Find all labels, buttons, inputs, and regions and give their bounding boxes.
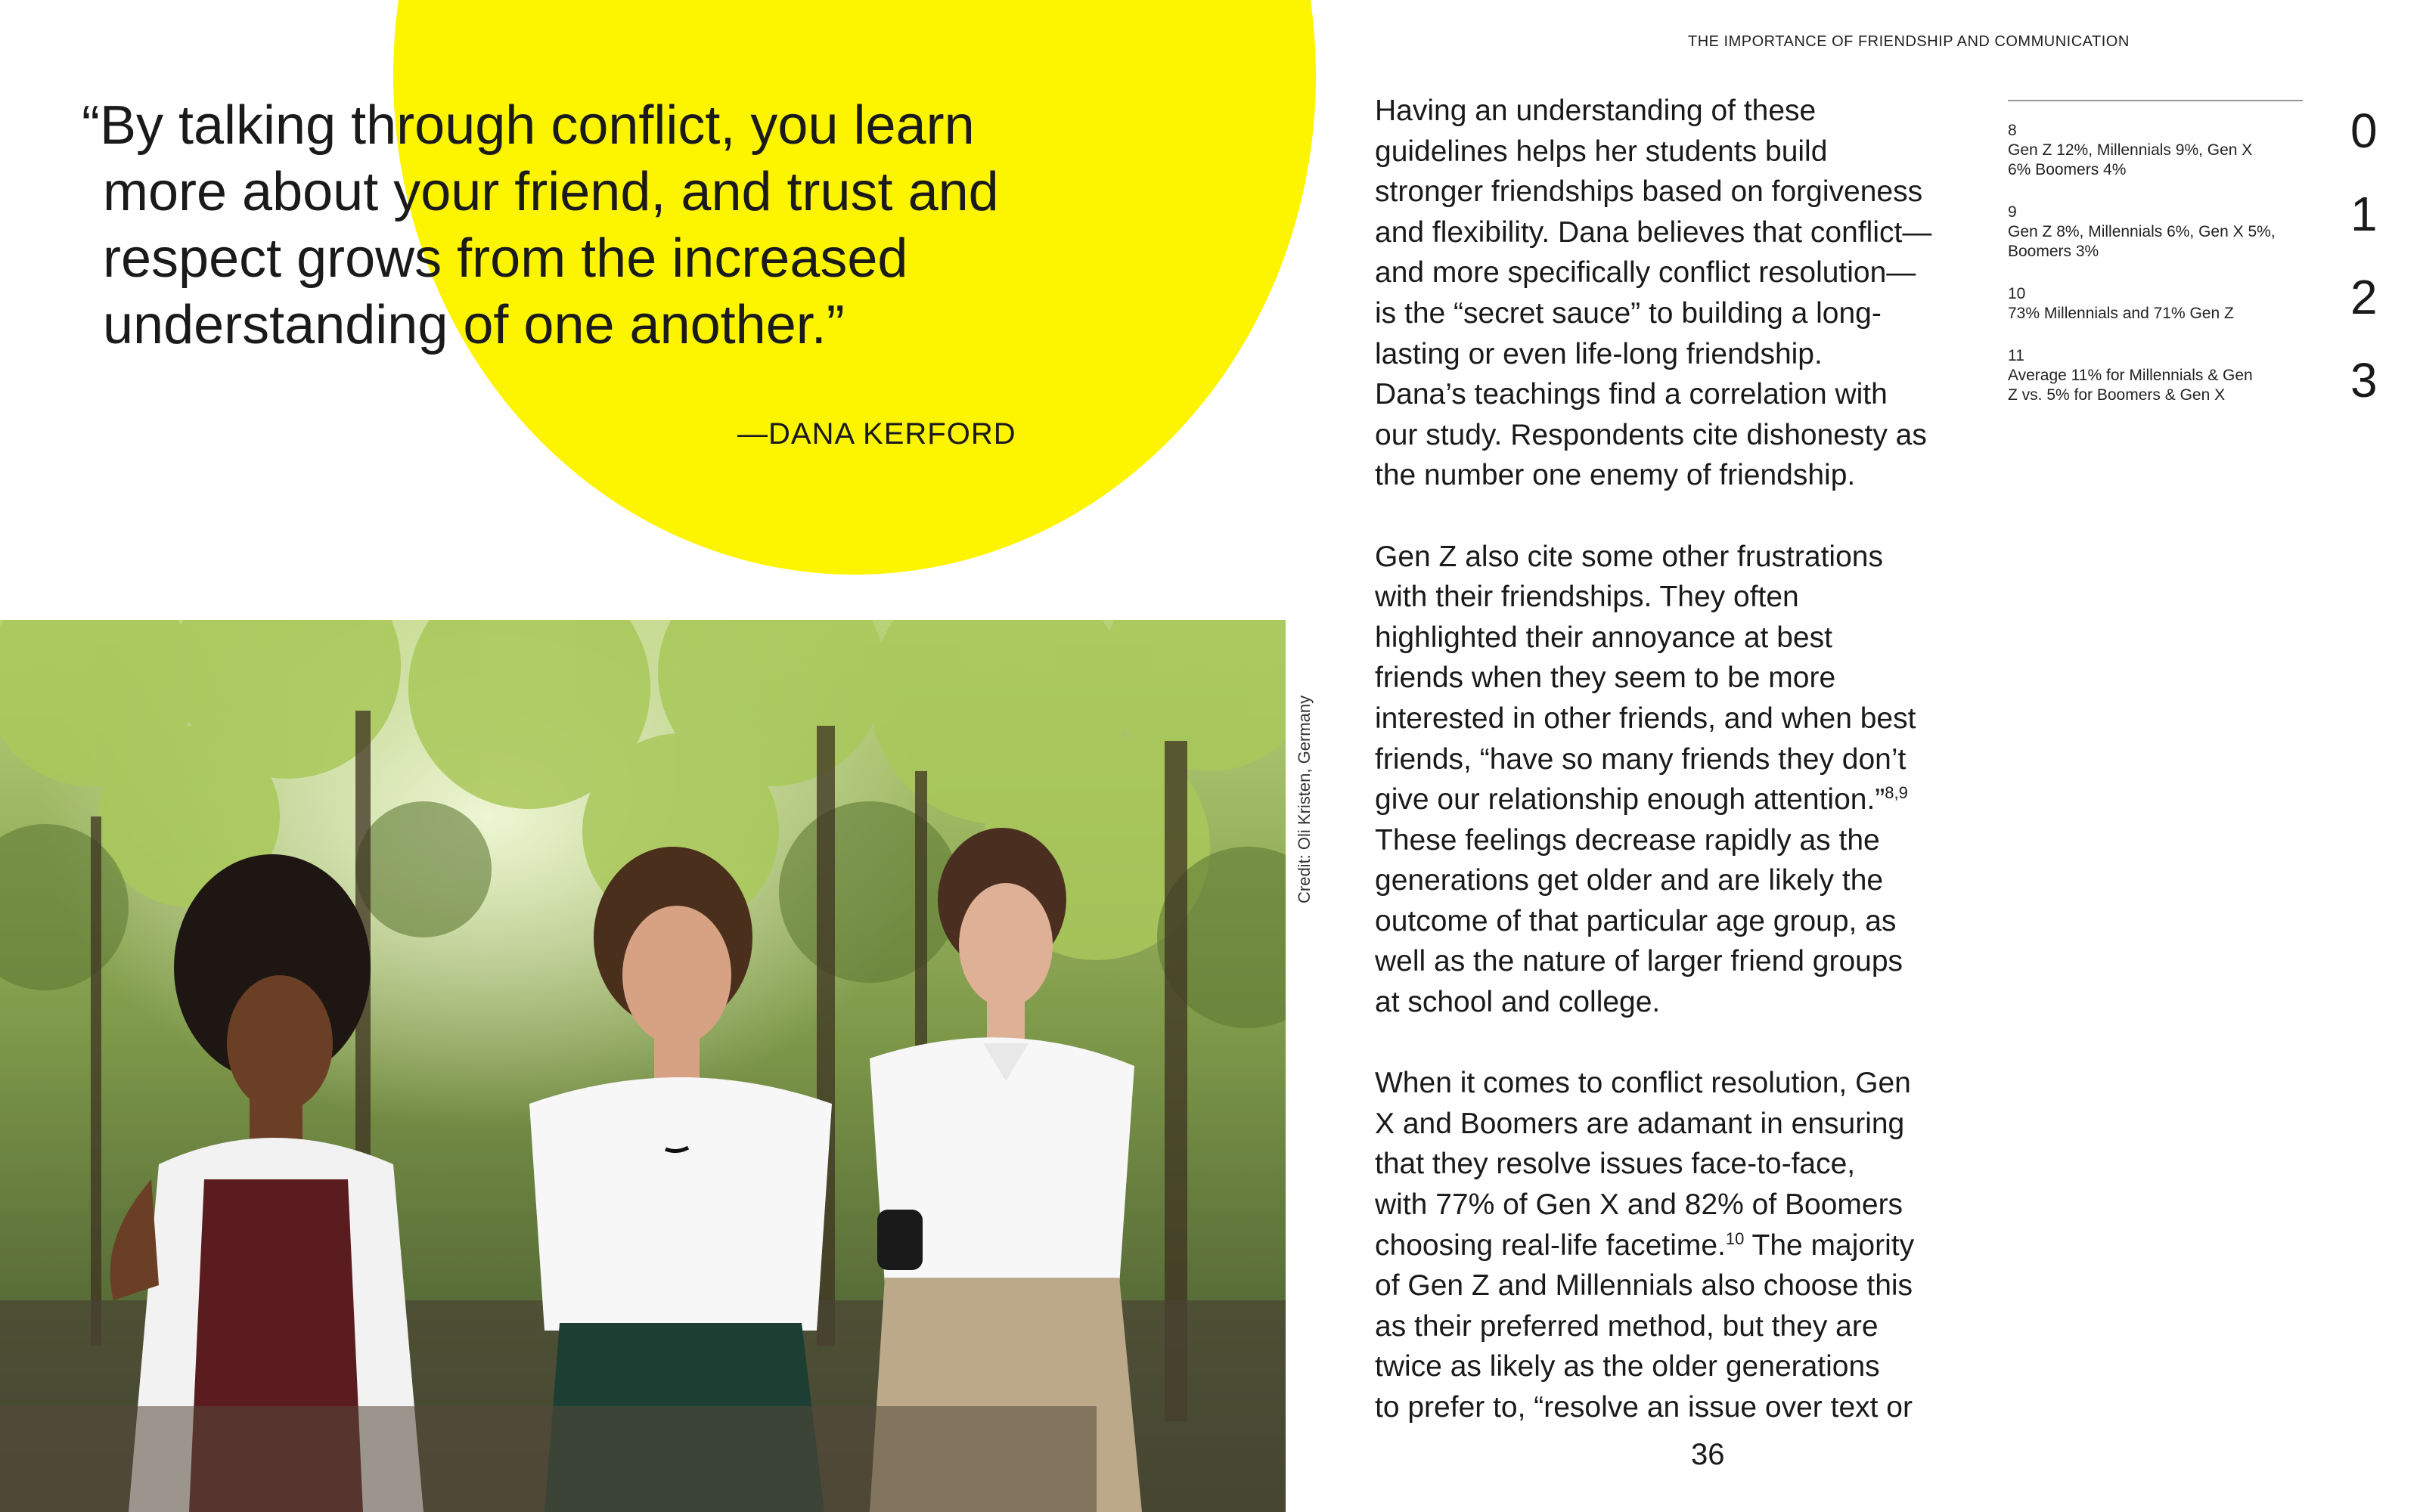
photo-three-women bbox=[0, 620, 1286, 1512]
side-numbers bbox=[2350, 89, 2378, 422]
text-line: X and Boomers are adamant in ensuring bbox=[1375, 1107, 1905, 1140]
footnote bbox=[2008, 121, 2325, 180]
text-line: that they resolve issues face-to-face, bbox=[1375, 1148, 1856, 1181]
footnote-number: 10 bbox=[2008, 285, 2026, 302]
footnote-text: Gen Z 12%, Millennials 9%, Gen X bbox=[2008, 141, 2253, 159]
footnote-text: Gen Z 8%, Millennials 6%, Gen X 5%, bbox=[2008, 223, 2276, 240]
text-line: guidelines helps her students build bbox=[1375, 135, 1828, 168]
footnote bbox=[2008, 203, 2325, 262]
quote-line: respect grows from the increased bbox=[103, 228, 908, 289]
text-line: Dana’s teachings find a correlation with bbox=[1375, 378, 1888, 411]
footnote-text: Z vs. 5% for Boomers & Gen X bbox=[2008, 386, 2226, 404]
text-line: interested in other friends, and when best bbox=[1375, 702, 1916, 735]
quote-line: “By talking through conflict, you learn bbox=[82, 95, 975, 156]
footnote-ref: 8,9 bbox=[1885, 783, 1908, 803]
page-number: 36 bbox=[1691, 1438, 1725, 1471]
footnotes-divider bbox=[2008, 100, 2303, 101]
section-header: THE IMPORTANCE OF FRIENDSHIP AND COMMUNICATION bbox=[1688, 33, 2130, 50]
text-line: of Gen Z and Millennials also choose this bbox=[1375, 1269, 1913, 1303]
text-line: lasting or even life-long friendship. bbox=[1375, 337, 1823, 370]
text-line bbox=[1375, 1225, 1995, 1266]
text-line: well as the nature of larger friend groups bbox=[1375, 945, 1903, 978]
text-line: Having an understanding of these bbox=[1375, 94, 1817, 127]
text-line: These feelings decrease rapidly as the bbox=[1375, 823, 1880, 857]
text-line: When it comes to conflict resolution, Gen bbox=[1375, 1067, 1911, 1100]
pull-quote bbox=[82, 92, 1140, 358]
paragraph bbox=[1375, 537, 1995, 1023]
text-line bbox=[1375, 779, 1995, 820]
footnote-text: Boomers 3% bbox=[2008, 243, 2099, 260]
text-line: highlighted their annoyance at best bbox=[1375, 621, 1832, 654]
footnotes bbox=[2008, 121, 2325, 428]
text-line: friends when they seem to be more bbox=[1375, 662, 1836, 695]
footnote-ref: 10 bbox=[1725, 1228, 1745, 1248]
text-fragment: The majority bbox=[1744, 1228, 1915, 1262]
text-line: to prefer to, “resolve an issue over text or bbox=[1375, 1391, 1913, 1424]
footnote-number: 9 bbox=[2008, 203, 2017, 221]
text-line: friends, “have so many friends they don’t bbox=[1375, 742, 1907, 776]
text-line: our study. Respondents cite dishonesty as bbox=[1375, 418, 1927, 451]
text-line: and more specifically conflict resolution— bbox=[1375, 256, 1916, 290]
side-number: 0 bbox=[2350, 104, 2378, 158]
text-line: as their preferred method, but they are bbox=[1375, 1309, 1879, 1343]
quote-line: more about your friend, and trust and bbox=[103, 162, 999, 222]
text-line: twice as likely as the older generations bbox=[1375, 1350, 1880, 1383]
text-line: outcome of that particular age group, as bbox=[1375, 904, 1897, 937]
quote-attribution: —DANA KERFORD bbox=[737, 417, 1016, 451]
text-fragment: give our relationship enough attention.” bbox=[1375, 783, 1885, 816]
side-number: 3 bbox=[2350, 353, 2378, 407]
text-line: with 77% of Gen X and 82% of Boomers bbox=[1375, 1188, 1903, 1222]
footnote bbox=[2008, 284, 2325, 324]
paragraph bbox=[1375, 91, 1995, 496]
body-text bbox=[1375, 91, 1995, 1468]
side-number: 1 bbox=[2350, 187, 2378, 241]
footnote-text: 6% Boomers 4% bbox=[2008, 161, 2127, 178]
text-line: generations get older and are likely the bbox=[1375, 864, 1884, 897]
text-fragment: choosing real-life facetime. bbox=[1375, 1228, 1726, 1262]
footnote-text: Average 11% for Millennials & Gen bbox=[2008, 367, 2253, 384]
footnote-number: 11 bbox=[2008, 347, 2024, 364]
footnote bbox=[2008, 346, 2325, 405]
text-line: Gen Z also cite some other frustrations bbox=[1375, 540, 1883, 573]
quote-line: understanding of one another.” bbox=[103, 295, 845, 355]
text-line: with their friendships. They often bbox=[1375, 581, 1799, 614]
footnote-number: 8 bbox=[2008, 122, 2017, 139]
text-line: at school and college. bbox=[1375, 986, 1661, 1019]
text-line: and flexibility. Dana believes that conflict— bbox=[1375, 215, 1932, 249]
text-line: stronger friendships based on forgiveness bbox=[1375, 175, 1923, 209]
photo-credit: Credit: Oli Kristen, Germany bbox=[1295, 695, 1314, 903]
paragraph bbox=[1375, 1063, 1995, 1427]
footnote-text: 73% Millennials and 71% Gen Z bbox=[2008, 305, 2234, 322]
side-number: 2 bbox=[2350, 270, 2378, 324]
text-line: the number one enemy of friendship. bbox=[1375, 459, 1856, 492]
text-line: is the “secret sauce” to building a long- bbox=[1375, 296, 1882, 330]
